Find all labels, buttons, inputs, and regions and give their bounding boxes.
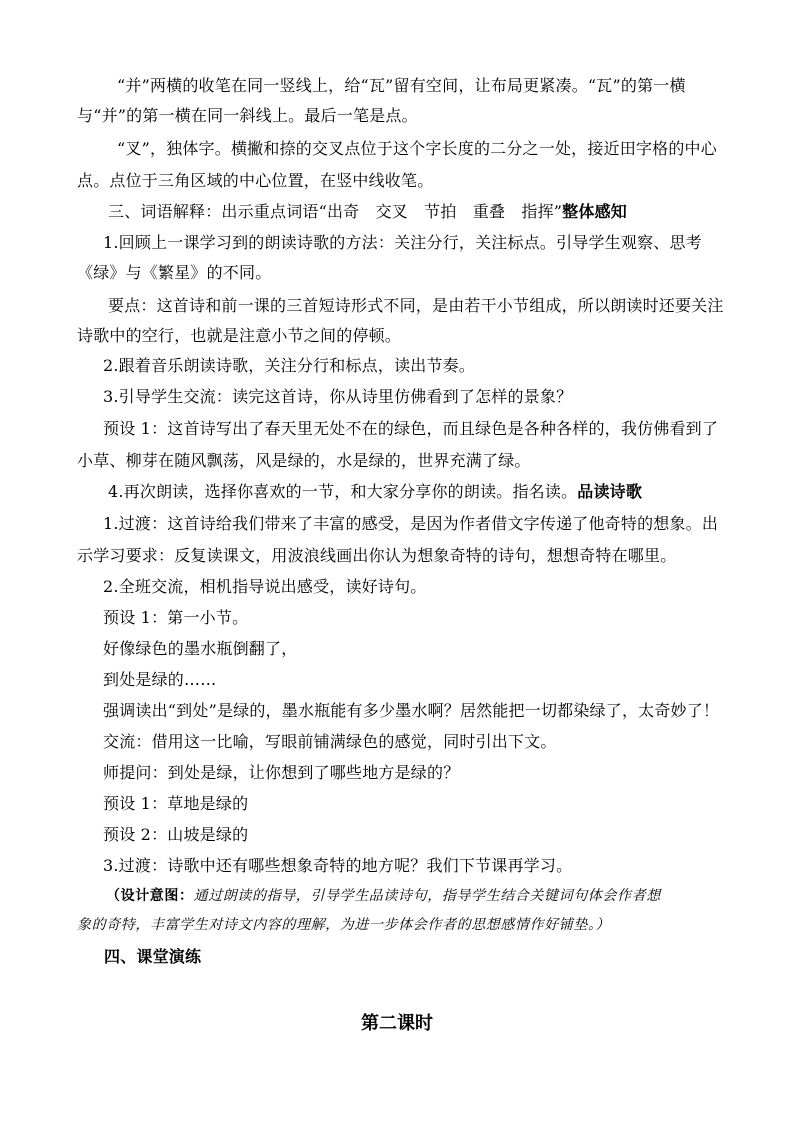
design-intent-label: （设计意图： (106, 888, 194, 904)
design-intent-note (106, 885, 661, 907)
paragraph-line: 2.全班交流，相机指导说出感受，读好诗句。 (103, 577, 427, 596)
paragraph-line: 小草、柳芽在随风飘荡，风是绿的，水是绿的，世界充满了绿。 (77, 451, 531, 470)
paragraph-line: 2.跟着音乐朗读诗歌，关注分行和标点，读出节奏。 (103, 356, 476, 375)
paragraph-line: 要点：这首诗和前一课的三首短诗形式不同，是由若干小节组成，所以朗读时还要关注 (108, 296, 724, 315)
paragraph-line: 预设 1：第一小节。 (103, 608, 249, 627)
paragraph-line: 3.引导学生交流：读完这首诗，你从诗里仿佛看到了怎样的景象？ (103, 387, 573, 406)
paragraph-line: “叉”，独体字。横撇和捺的交叉点位于这个字长度的二分之一处，接近田字格的中心 (117, 139, 717, 158)
paragraph-line: 预设 1：草地是绿的 (103, 794, 249, 813)
paragraph-line: 点。点位于三角区域的中心位置，在竖中线收笔。 (77, 171, 434, 190)
paragraph-line: 诗歌中的空行，也就是注意小节之间的停顿。 (77, 326, 402, 345)
lesson-heading: 第二课时 (361, 1013, 433, 1034)
paragraph-line: “并”两横的收笔在同一竖线上，给“瓦”留有空间，让布局更紧凑。“瓦”的第一横 (117, 76, 686, 95)
paragraph-line: 强调读出“到处”是绿的，墨水瓶能有多少墨水啊？居然能把一切都染绿了，太奇妙了！ (103, 701, 720, 720)
paragraph-line (108, 481, 642, 503)
paragraph-line: 示学习要求：反复读课文，用波浪线画出你认为想象奇特的诗句，想想奇特在哪里。 (77, 546, 677, 565)
paragraph-line: 3.过渡：诗歌中还有哪些想象奇特的地方呢？我们下节课再学习。 (103, 856, 573, 875)
paragraph-line: 交流：借用这一比喻，写眼前铺满绿色的感觉，同时引出下文。 (103, 732, 557, 751)
paragraph-line: 1.过渡：这首诗给我们带来了丰富的感受，是因为作者借文字传递了他奇特的想象。出 (103, 514, 719, 533)
paragraph-line: 预设 2：山坡是绿的 (103, 825, 249, 844)
paragraph-line: 《绿》与《繁星》的不同。 (77, 263, 272, 282)
design-intent-note: 象的奇特，丰富学生对诗文内容的理解，为进一步体会作者的思想感情作好铺垫。） (77, 917, 611, 933)
bold-subheading: 品读诗歌 (577, 482, 643, 501)
paragraph-line: 1.回顾上一课学习到的朗读诗歌的方法：关注分行，关注标点。引导学生观察、思考 (103, 233, 702, 252)
paragraph-text: 4.再次朗读，选择你喜欢的一节，和大家分享你的朗读。指名读。 (108, 482, 578, 501)
poem-line: 好像绿色的墨水瓶倒翻了， (103, 639, 298, 658)
section-heading-text: 三、词语解释：出示重点词语“出奇 交叉 节拍 重叠 指挥” (108, 202, 563, 221)
design-intent-text: 通过朗读的指导，引导学生品读诗句，指导学生结合关键词句体会作者想 (193, 888, 661, 904)
paragraph-line: 预设 1：这首诗写出了春天里无处不在的绿色，而且绿色是各种各样的，我仿佛看到了 (103, 419, 719, 438)
paragraph-line: 与“并”的第一横在同一斜线上。最后一笔是点。 (77, 106, 418, 125)
paragraph-line: 师提问：到处是绿，让你想到了哪些地方是绿的？ (103, 763, 460, 782)
bold-subheading: 整体感知 (562, 202, 627, 221)
poem-line: 到处是绿的…… (103, 670, 217, 689)
section-heading: 四、课堂演练 (104, 947, 202, 966)
section-heading-line (108, 201, 627, 223)
